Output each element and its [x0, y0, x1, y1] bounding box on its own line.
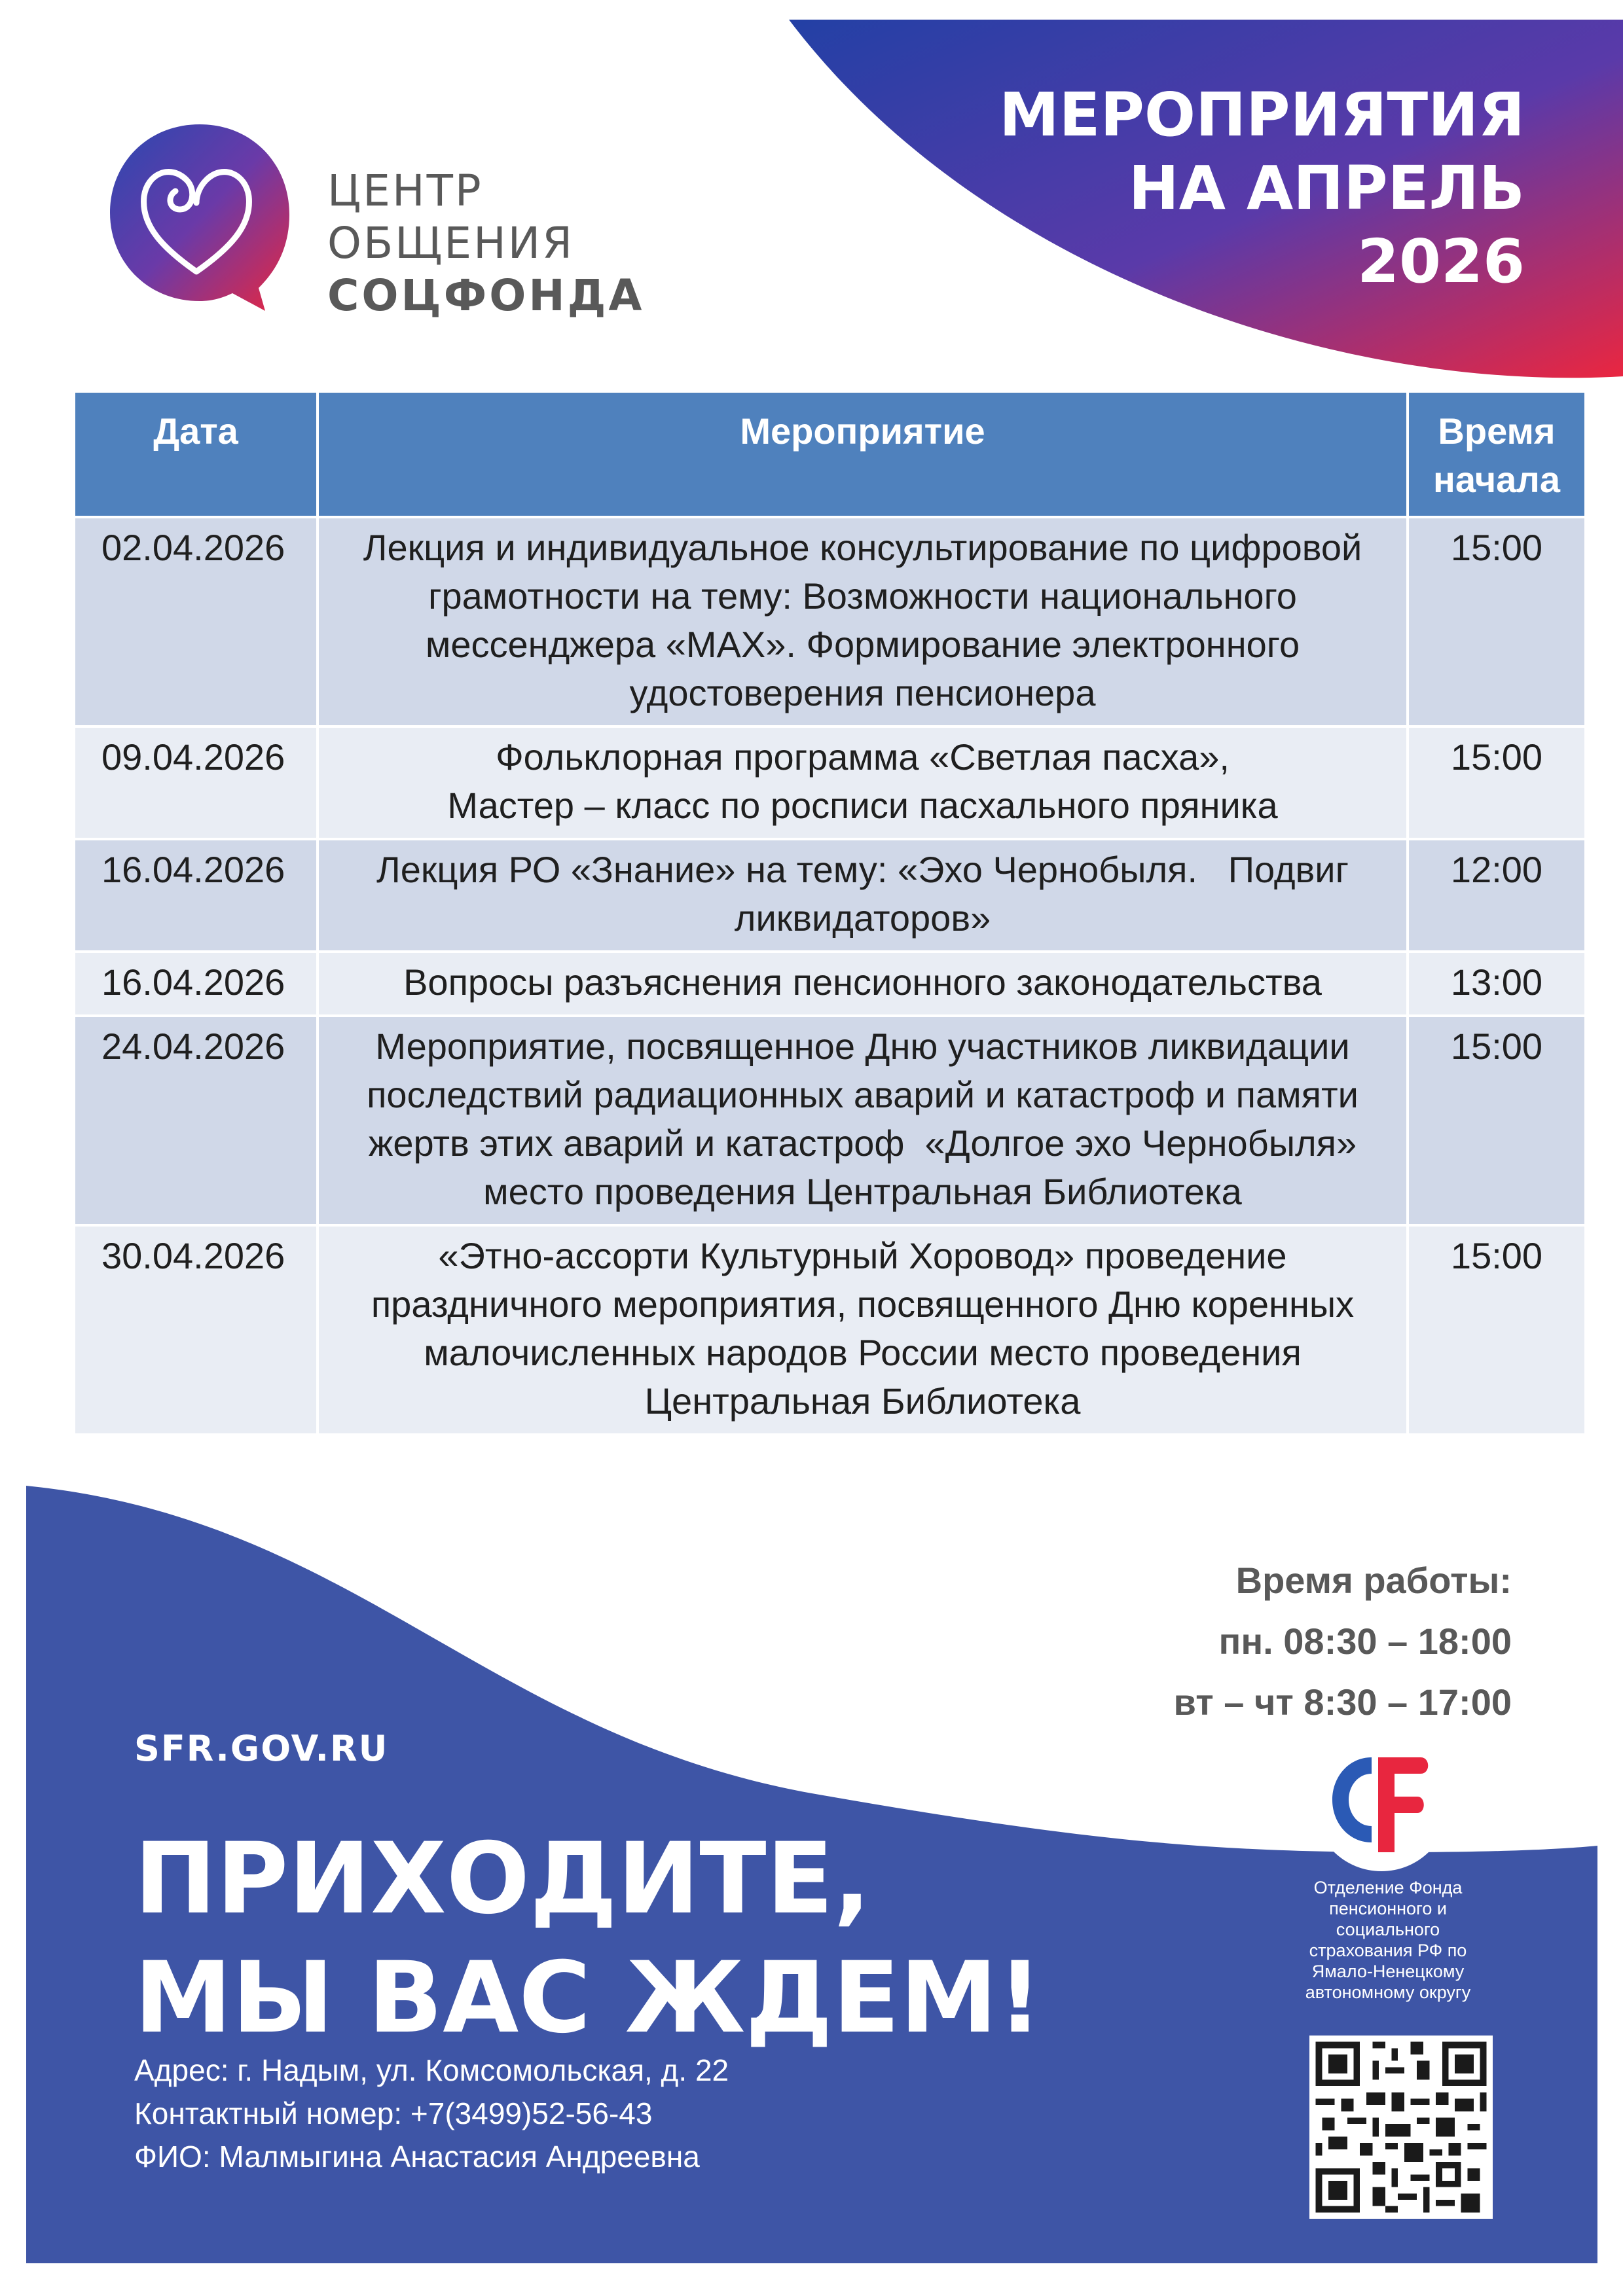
- title-line-3: 2026: [1357, 226, 1525, 296]
- slogan-line-2: МЫ ВАС ЖДЕМ!: [134, 1941, 1042, 2055]
- header-time: [1408, 393, 1584, 517]
- table-row: [75, 839, 1584, 952]
- logo-line-1: ЦЕНТР: [327, 166, 483, 216]
- event-description: [318, 1225, 1408, 1435]
- event-time: 15:00: [1408, 726, 1584, 839]
- table-row: [75, 517, 1584, 726]
- title-line-1: МЕРОПРИЯТИЯ: [999, 80, 1525, 150]
- slogan: [134, 1820, 1042, 2058]
- sfr-caption-line: пенсионного и: [1329, 1899, 1447, 1918]
- center-logo: [105, 118, 681, 327]
- sfr-caption-line: Ямало-Ненецкому: [1311, 1962, 1465, 1981]
- contact-person-text: ФИО: Малмыгина Анастасия Андреевна: [134, 2140, 700, 2174]
- event-line: «Этно-ассорти Культурный Хоровод» проведение: [438, 1235, 1287, 1276]
- event-time: 15:00: [1408, 1016, 1584, 1225]
- title-line-2: НА АПРЕЛЬ: [1128, 153, 1525, 223]
- event-line: Лекция РО «Знание» на тему: «Эхо Чернобыля. Подвиг: [376, 849, 1349, 890]
- working-hours-tue-thu: вт – чт 8:30 – 17:00: [1173, 1681, 1512, 1723]
- working-hours-title: Время работы:: [1235, 1560, 1512, 1601]
- header-time-line-2: начала: [1433, 459, 1560, 500]
- sfr-caption-line: страхования РФ по: [1309, 1941, 1467, 1960]
- event-description: [318, 952, 1408, 1016]
- event-time: 12:00: [1408, 839, 1584, 952]
- event-line: праздничного мероприятия, посвященного Дню коренных: [371, 1283, 1355, 1325]
- header-event: Мероприятие: [318, 393, 1408, 517]
- event-line: Мероприятие, посвященное Дню участников ликвидации: [375, 1026, 1350, 1067]
- working-hours: [1174, 1550, 1512, 1732]
- event-date: 09.04.2026: [75, 726, 318, 839]
- event-description: [318, 726, 1408, 839]
- table-row: [75, 1016, 1584, 1225]
- page-title: [739, 79, 1525, 298]
- event-line: Мастер – класс по росписи пасхального пряника: [447, 785, 1278, 826]
- event-description: [318, 839, 1408, 952]
- header-date: Дата: [75, 393, 318, 517]
- event-line: грамотности на тему: Возможности национального: [428, 575, 1297, 617]
- event-description: [318, 517, 1408, 726]
- event-description: [318, 1016, 1408, 1225]
- event-date: 16.04.2026: [75, 839, 318, 952]
- qr-code-icon[interactable]: [1309, 2036, 1493, 2219]
- event-line: место проведения Центральная Библиотека: [483, 1171, 1242, 1212]
- logo-line-2: ОБЩЕНИЯ: [327, 218, 574, 268]
- phone-text: Контактный номер: +7(3499)52-56-43: [134, 2096, 653, 2130]
- heart-speech-bubble-icon: [105, 118, 295, 314]
- table-header-row: [75, 393, 1584, 517]
- slogan-line-1: ПРИХОДИТЕ,: [134, 1822, 871, 1936]
- events-table: [75, 393, 1584, 1436]
- event-time: 13:00: [1408, 952, 1584, 1016]
- event-date: 24.04.2026: [75, 1016, 318, 1225]
- working-hours-monday: пн. 08:30 – 18:00: [1218, 1621, 1512, 1662]
- event-line: Фольклорная программа «Светлая пасха»,: [496, 736, 1230, 778]
- sfr-logo-icon: [1309, 1734, 1453, 1872]
- event-date: 30.04.2026: [75, 1225, 318, 1435]
- event-time: 15:00: [1408, 517, 1584, 726]
- event-date: 16.04.2026: [75, 952, 318, 1016]
- event-line: Лекция и индивидуальное консультирование по цифровой: [363, 527, 1362, 568]
- event-line: Вопросы разъяснения пенсионного законодательства: [403, 961, 1322, 1003]
- sfr-caption-line: социального: [1336, 1920, 1440, 1939]
- event-line: удостоверения пенсионера: [629, 672, 1096, 713]
- logo-wordmark: [327, 165, 644, 322]
- sfr-caption-line: Отделение Фонда: [1313, 1878, 1463, 1897]
- table-row: [75, 726, 1584, 839]
- event-time: 15:00: [1408, 1225, 1584, 1435]
- sfr-caption: [1270, 1877, 1506, 2003]
- event-line: ликвидаторов»: [734, 897, 991, 939]
- event-line: мессенджера «MAX». Формирование электронного: [425, 624, 1300, 665]
- sfr-caption-line: автономному округу: [1305, 1982, 1471, 2002]
- logo-line-3: СОЦФОНДА: [327, 270, 645, 321]
- website-link[interactable]: SFR.GOV.RU: [134, 1728, 389, 1769]
- event-line: последствий радиационных аварий и катастроф и памяти: [367, 1074, 1359, 1115]
- address-text: Адрес: г. Надым, ул. Комсомольская, д. 22: [134, 2053, 729, 2087]
- table-row: [75, 1225, 1584, 1435]
- header-time-line-1: Время: [1438, 410, 1556, 452]
- event-line: жертв этих аварий и катастроф «Долгое эхо Чернобыля»: [368, 1122, 1357, 1164]
- event-date: 02.04.2026: [75, 517, 318, 726]
- contacts: [134, 2049, 729, 2178]
- table-row: [75, 952, 1584, 1016]
- event-line: малочисленных народов России место проведения: [424, 1332, 1302, 1373]
- event-line: Центральная Библиотека: [644, 1380, 1081, 1422]
